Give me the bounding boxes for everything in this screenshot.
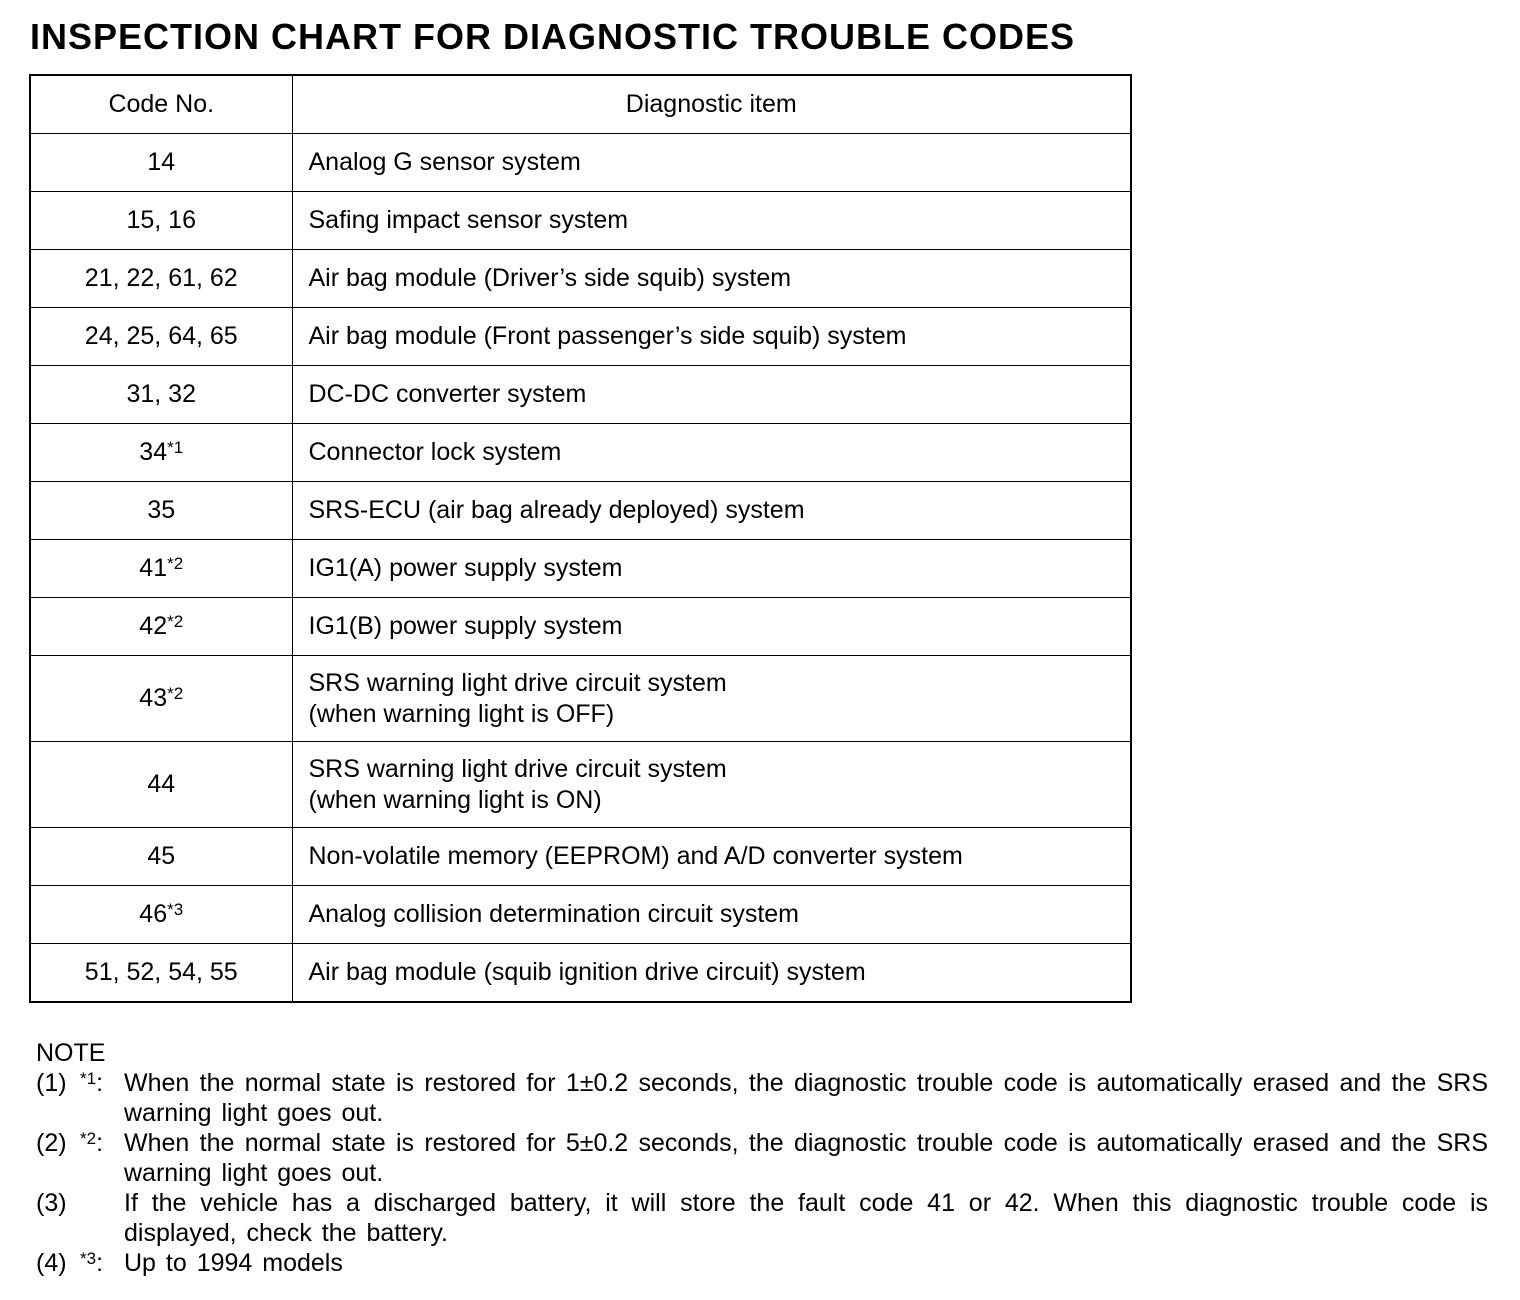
table-body xyxy=(30,134,1131,1003)
code-cell xyxy=(30,366,292,424)
diagnostic-item-cell xyxy=(292,192,1131,250)
diagnostic-item-cell xyxy=(292,656,1131,742)
note-item xyxy=(36,1188,1488,1248)
code-number: 41 xyxy=(139,554,168,582)
code-cell xyxy=(30,540,292,598)
table-row xyxy=(30,828,1131,886)
diagnostic-item-text: SRS-ECU (air bag already deployed) system xyxy=(308,496,805,524)
diagnostic-item-cell xyxy=(292,366,1131,424)
code-cell xyxy=(30,482,292,540)
inspection-chart-table xyxy=(29,74,1132,1003)
code-cell xyxy=(30,308,292,366)
table-row xyxy=(30,424,1131,482)
code-number: 51, 52, 54, 55 xyxy=(84,958,238,986)
diagnostic-item-cell xyxy=(292,742,1131,828)
diagnostic-item-cell xyxy=(292,540,1131,598)
diagnostic-item-text: Air bag module (squib ignition drive circuit) system xyxy=(308,958,866,986)
diagnostic-item-condition: (when warning light is OFF) xyxy=(308,699,615,728)
notes-heading: NOTE xyxy=(36,1039,106,1067)
code-cell xyxy=(30,250,292,308)
code-number: 24, 25, 64, 65 xyxy=(84,322,238,350)
note-number: (2) xyxy=(36,1129,67,1157)
diagnostic-item-text: Connector lock system xyxy=(308,438,562,466)
note-item xyxy=(36,1068,1488,1128)
diagnostic-item-text: IG1(A) power supply system xyxy=(308,554,623,582)
diagnostic-item-text: DC-DC converter system xyxy=(308,380,587,408)
diagnostic-item-cell xyxy=(292,828,1131,886)
table-row xyxy=(30,540,1131,598)
code-number: 43 xyxy=(139,684,168,712)
code-cell xyxy=(30,886,292,944)
code-cell xyxy=(30,742,292,828)
code-number: 44 xyxy=(147,770,176,798)
code-number: 42 xyxy=(139,612,168,640)
table-row xyxy=(30,598,1131,656)
footnote-marker: *2 xyxy=(167,554,184,573)
code-number: 35 xyxy=(147,496,176,524)
code-cell xyxy=(30,598,292,656)
diagnostic-item-cell xyxy=(292,134,1131,192)
code-number: 46 xyxy=(139,900,168,928)
page-title: INSPECTION CHART FOR DIAGNOSTIC TROUBLE CODES xyxy=(30,16,1076,57)
diagnostic-item-cell xyxy=(292,598,1131,656)
footnote-marker: *2 xyxy=(167,684,184,703)
note-item xyxy=(36,1128,1488,1188)
code-number: 31, 32 xyxy=(126,380,196,408)
notes-section xyxy=(36,1038,1488,1278)
diagnostic-item-text: Analog collision determination circuit system xyxy=(308,900,799,928)
note-mark-visual: $^{*1}$: xyxy=(80,1069,104,1097)
diagnostic-item-cell xyxy=(292,308,1131,366)
diagnostic-item-cell xyxy=(292,250,1131,308)
footnote-marker: *3 xyxy=(167,900,184,919)
table-row xyxy=(30,482,1131,540)
footnote-marker: *1 xyxy=(167,438,184,457)
note-text: Up to 1994 models xyxy=(124,1249,343,1277)
diagnostic-item-cell xyxy=(292,886,1131,944)
diagnostic-item-condition: (when warning light is ON) xyxy=(308,785,602,814)
diagnostic-item-cell xyxy=(292,424,1131,482)
note-footnote-mark xyxy=(80,1128,124,1188)
table-row xyxy=(30,134,1131,192)
code-number: 21, 22, 61, 62 xyxy=(84,264,238,292)
diagnostic-item-text: Air bag module (Driver’s side squib) system xyxy=(308,264,792,292)
code-cell xyxy=(30,192,292,250)
note-mark-visual: $^{*3}$: xyxy=(80,1249,104,1277)
note-footnote-mark xyxy=(80,1068,124,1128)
diagnostic-item-text: Non-volatile memory (EEPROM) and A/D converter system xyxy=(308,842,963,870)
note-number: (1) xyxy=(36,1069,67,1097)
table-row xyxy=(30,742,1131,828)
diagnostic-item-text: SRS warning light drive circuit system xyxy=(308,754,727,783)
code-number: 15, 16 xyxy=(126,206,196,234)
note-mark-visual: $^{*2}$: xyxy=(80,1129,104,1157)
notes-list xyxy=(36,1068,1488,1278)
note-item xyxy=(36,1248,1488,1278)
table-row xyxy=(30,366,1131,424)
note-text: If the vehicle has a discharged battery, it will store the fault code 41 or 42. When this diagnostic trouble code is displayed, check the battery. xyxy=(124,1189,1488,1247)
code-cell xyxy=(30,828,292,886)
code-cell xyxy=(30,134,292,192)
table-row xyxy=(30,944,1131,1003)
diagnostic-item-text: Air bag module (Front passenger’s side squib) system xyxy=(308,322,907,350)
note-footnote-mark xyxy=(80,1248,124,1278)
note-number: (4) xyxy=(36,1249,67,1277)
diagnostic-item-text: Safing impact sensor system xyxy=(308,206,629,234)
code-number: 34 xyxy=(139,438,168,466)
code-number: 14 xyxy=(147,148,176,176)
diagnostic-item-text: SRS warning light drive circuit system xyxy=(308,668,727,697)
diagnostic-item-cell xyxy=(292,482,1131,540)
table-row xyxy=(30,308,1131,366)
note-text: When the normal state is restored for 5±0.2 seconds, the diagnostic trouble code is automatically erased and the SRS warning light goes out. xyxy=(124,1129,1488,1187)
code-cell xyxy=(30,424,292,482)
code-cell xyxy=(30,656,292,742)
table-row xyxy=(30,250,1131,308)
table-row xyxy=(30,656,1131,742)
code-cell xyxy=(30,944,292,1003)
note-footnote-mark xyxy=(80,1188,124,1248)
header-code-no: Code No. xyxy=(30,75,292,134)
footnote-marker: *2 xyxy=(167,612,184,631)
diagnostic-item-cell xyxy=(292,944,1131,1003)
table-row xyxy=(30,192,1131,250)
table-row xyxy=(30,886,1131,944)
table-header-row xyxy=(30,75,1131,134)
diagnostic-item-text: Analog G sensor system xyxy=(308,148,581,176)
diagnostic-item-text: IG1(B) power supply system xyxy=(308,612,623,640)
code-number: 45 xyxy=(147,842,176,870)
note-number: (3) xyxy=(36,1189,67,1217)
header-diagnostic-item: Diagnostic item xyxy=(292,75,1131,134)
note-text: When the normal state is restored for 1±0.2 seconds, the diagnostic trouble code is automatically erased and the SRS warning light goes out. xyxy=(124,1069,1488,1127)
